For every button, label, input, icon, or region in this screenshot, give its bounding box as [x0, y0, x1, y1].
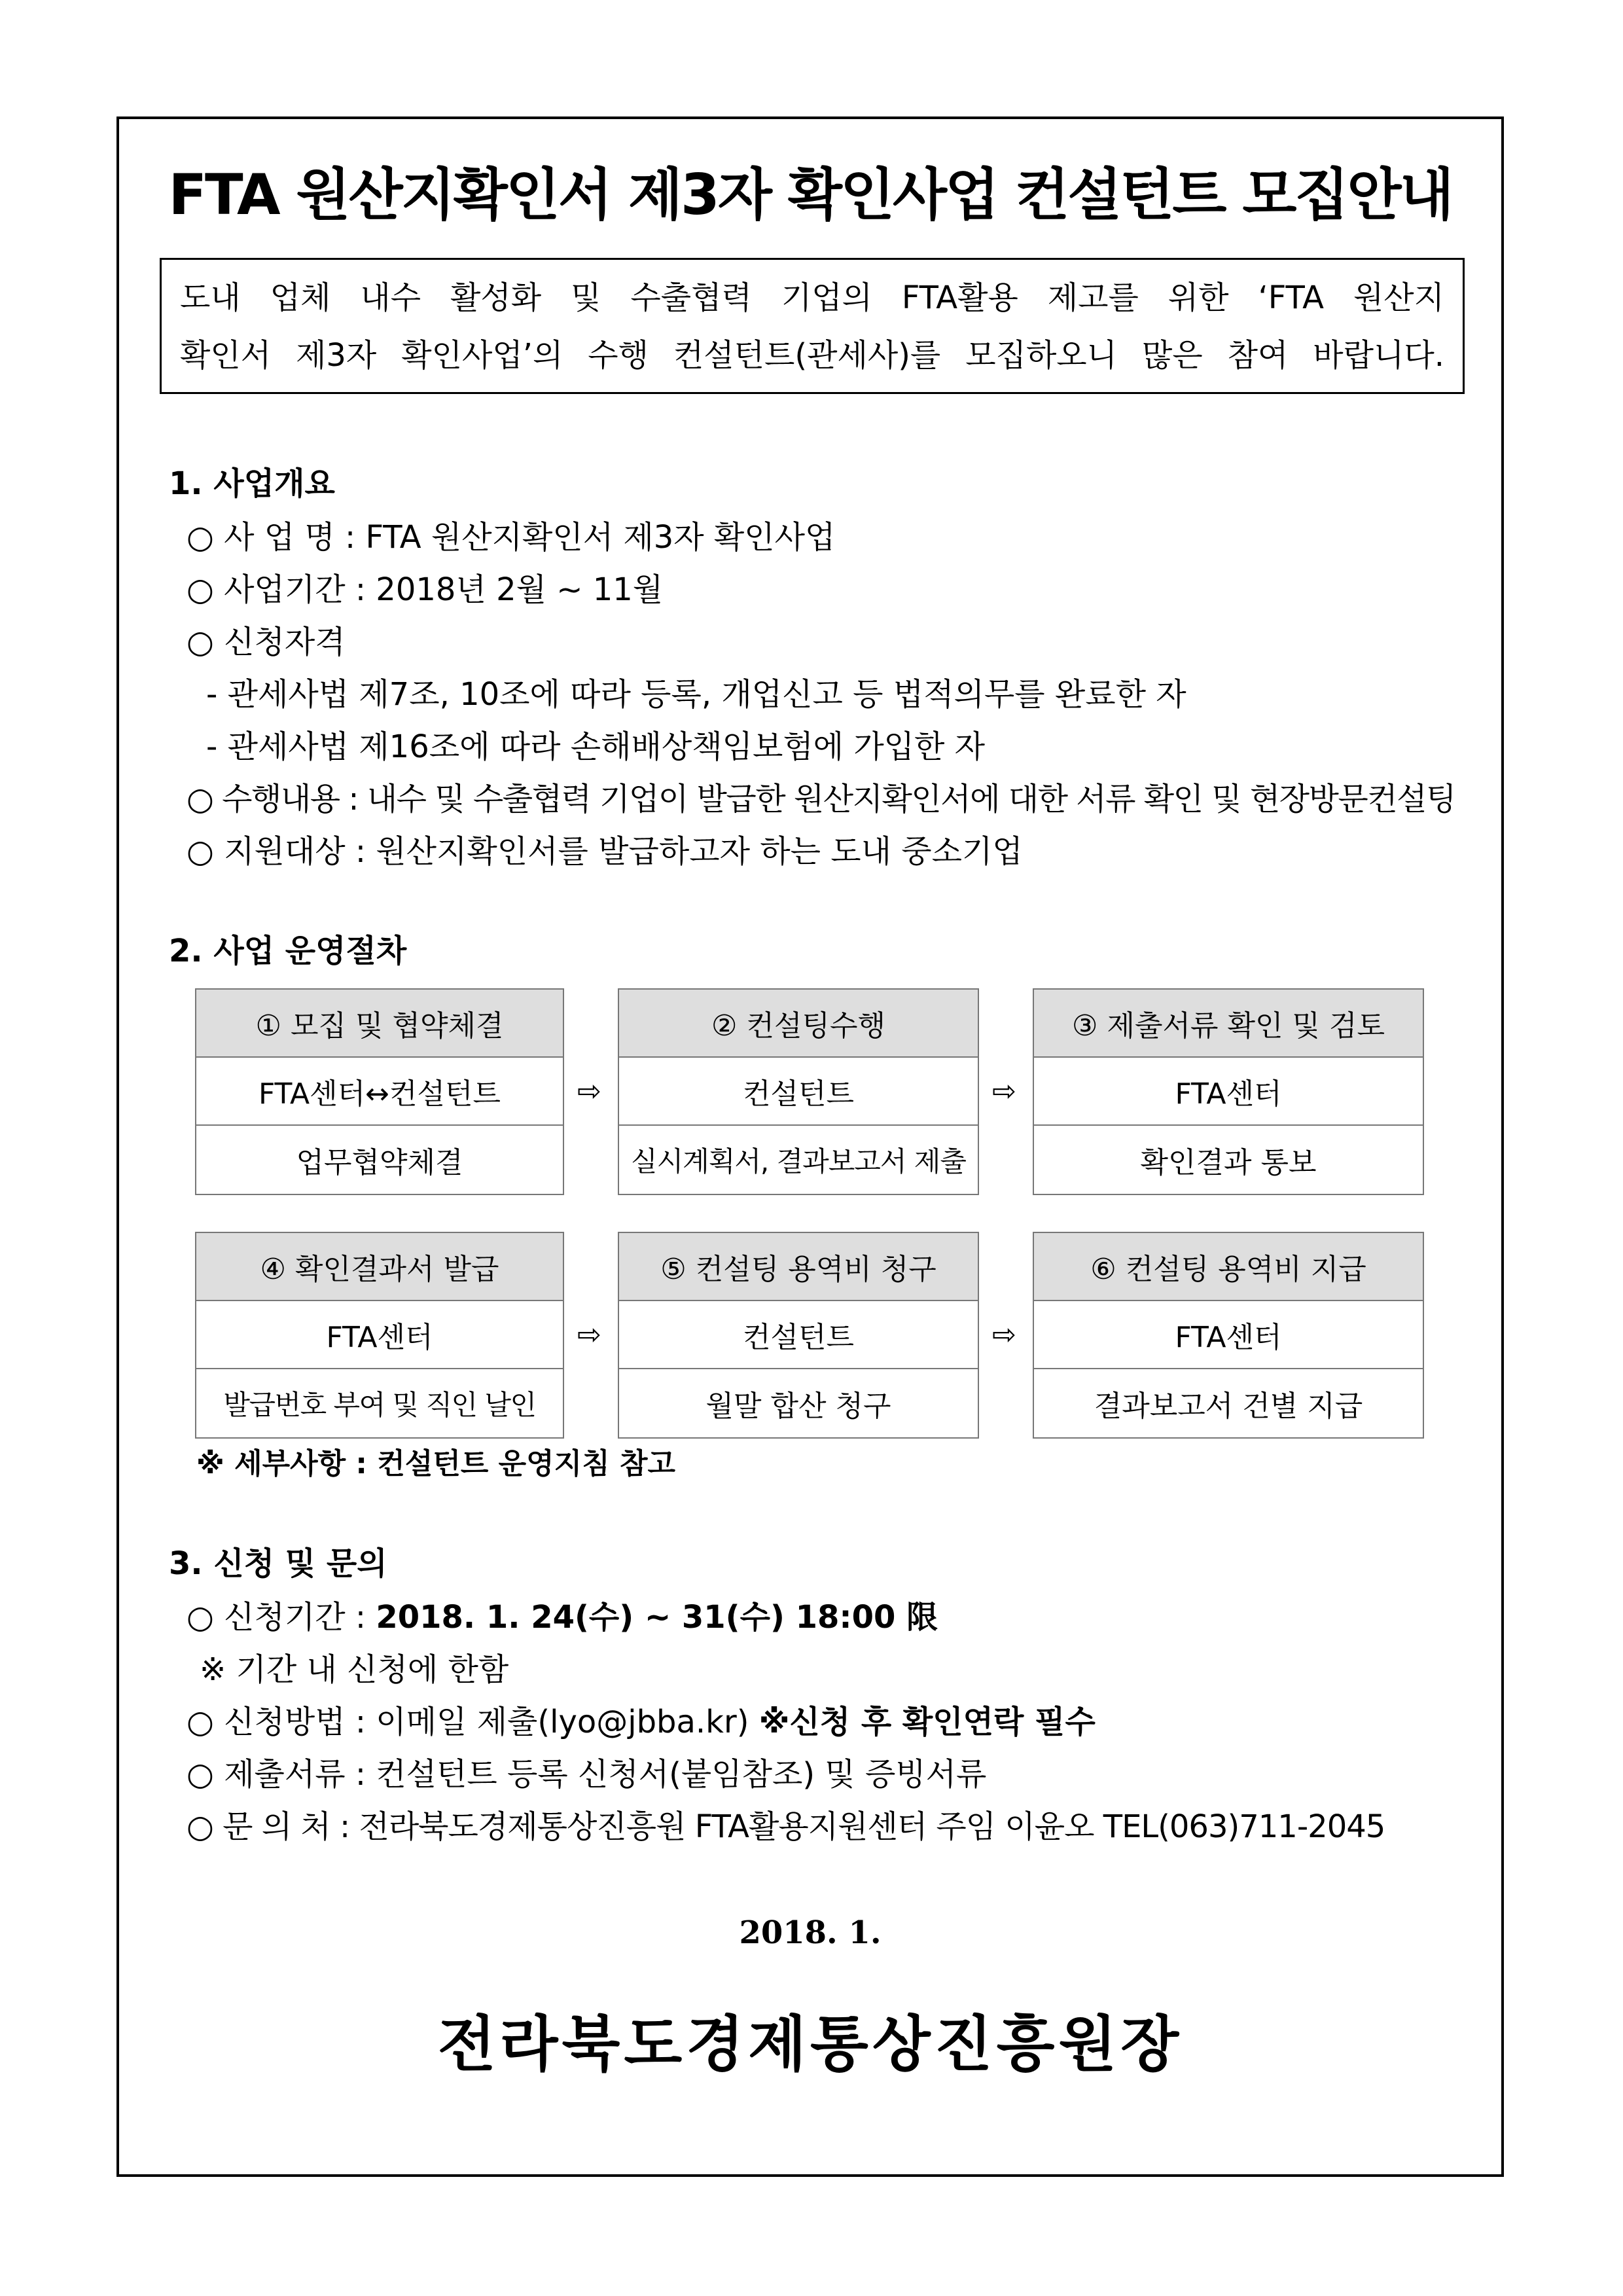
process-step-6 [1033, 1232, 1424, 1439]
intro-line-1: 도내 업체 내수 활성화 및 수출협력 기업의 FTA활용 제고를 위한 ‘FTA 원산지 [180, 279, 1444, 316]
application-method [187, 1696, 1096, 1742]
overview-item: ○ 신청자격 [187, 624, 346, 660]
arrow-right-icon: ⇨ [992, 1318, 1016, 1352]
period-value: 2018. 1. 24(수) ~ 31(수) 18:00 限 [376, 1599, 938, 1636]
process-step-5 [618, 1232, 979, 1439]
signature-title: 전라북도경제통상진흥원장 [437, 2009, 1183, 2079]
overview-item: ○ 사 업 명 : FTA 원산지확인서 제3자 확인사업 [187, 519, 836, 556]
contact-info: ○ 문 의 처 : 전라북도경제통상진흥원 FTA활용지원센터 주임 이윤오 TEL(063)711-2045 [187, 1808, 1385, 1845]
process-step-2 [618, 988, 979, 1195]
step-head: ④ 확인결과서 발급 [196, 1233, 563, 1301]
details-note: ※ 세부사항 : 컨설턴트 운영지침 참고 [196, 1447, 676, 1480]
step-task: 업무협약체결 [296, 1146, 463, 1179]
step-head: ⑥ 컨설팅 용역비 지급 [1034, 1233, 1423, 1301]
section-2-heading: 2. 사업 운영절차 [169, 933, 407, 969]
step-task: 실시계획서, 결과보고서 제출 [631, 1145, 966, 1177]
process-step-4 [195, 1232, 564, 1439]
step-task: 월말 합산 청구 [705, 1390, 891, 1423]
step-actor: 컨설턴트 [619, 1301, 978, 1369]
arrow-right-icon: ⇨ [577, 1318, 601, 1352]
step-task: 발급번호 부여 및 직인 날인 [223, 1389, 536, 1421]
section-1-heading: 1. 사업개요 [169, 465, 335, 502]
process-step-3 [1033, 988, 1424, 1195]
step-head: ⑤ 컨설팅 용역비 청구 [619, 1233, 978, 1301]
period-label: ○ 신청기간 : [187, 1599, 376, 1636]
intro-line-2: 확인서 제3자 확인사업’의 수행 컨설턴트(관세사)를 모집하오니 많은 참여 바랍니다. [180, 337, 1444, 374]
step-head: ① 모집 및 협약체결 [196, 990, 563, 1058]
method-notice: ※신청 후 확인연락 필수 [758, 1704, 1096, 1740]
arrow-right-icon: ⇨ [992, 1075, 1016, 1108]
step-actor: FTA센터 [1034, 1058, 1423, 1126]
intro-box [160, 258, 1465, 394]
step-actor: 컨설턴트 [619, 1058, 978, 1126]
method-label: ○ 신청방법 : 이메일 제출(lyo@jbba.kr) [187, 1704, 759, 1740]
period-note: ※ 기간 내 신청에 한함 [200, 1651, 509, 1688]
step-head: ② 컨설팅수행 [619, 990, 978, 1058]
required-documents: ○ 제출서류 : 컨설턴트 등록 신청서(붙임참조) 및 증빙서류 [187, 1756, 987, 1793]
application-period [187, 1592, 938, 1637]
step-head: ③ 제출서류 확인 및 검토 [1034, 990, 1423, 1058]
eligibility-item: - 관세사법 제16조에 따라 손해배상책임보험에 가입한 자 [206, 728, 986, 765]
process-step-1 [195, 988, 564, 1195]
section-3-heading: 3. 신청 및 문의 [169, 1545, 387, 1582]
page-title: FTA 원산지확인서 제3자 확인사업 컨설턴트 모집안내 [168, 162, 1452, 228]
step-task: 확인결과 통보 [1140, 1146, 1317, 1179]
overview-item: ○ 사업기간 : 2018년 2월 ~ 11월 [187, 571, 664, 608]
arrow-right-icon: ⇨ [577, 1075, 601, 1108]
step-task: 결과보고서 건별 지급 [1094, 1390, 1363, 1423]
eligibility-item: - 관세사법 제7조, 10조에 따라 등록, 개업신고 등 법적의무를 완료한 자 [206, 676, 1186, 713]
overview-item: ○ 지원대상 : 원산지확인서를 발급하고자 하는 도내 중소기업 [187, 833, 1023, 870]
overview-item: ○ 수행내용 : 내수 및 수출협력 기업이 발급한 원산지확인서에 대한 서류 확인 및 현장방문컨설팅 [187, 781, 1455, 817]
step-actor: FTA센터 [1034, 1301, 1423, 1369]
step-actor: FTA센터 [196, 1301, 563, 1369]
issue-date: 2018. 1. [739, 1914, 882, 1951]
step-actor: FTA센터↔컨설턴트 [196, 1058, 563, 1126]
